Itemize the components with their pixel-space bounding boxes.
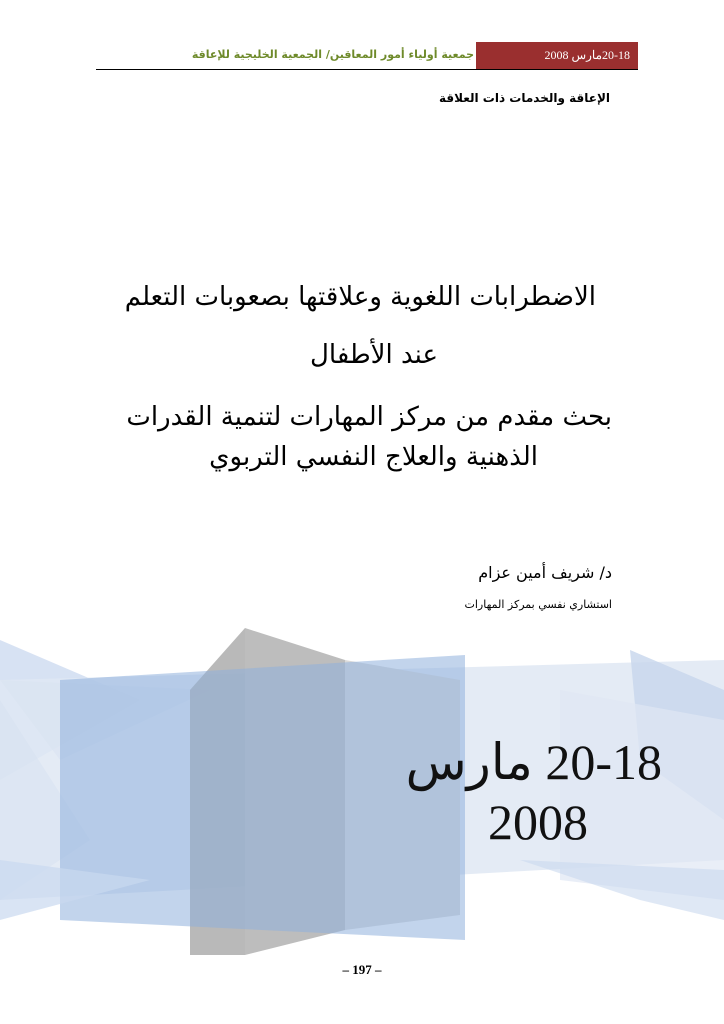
header-organization: جمعية أولياء أمور المعاقين/ الجمعية الخليجية للإعاقة bbox=[191, 48, 474, 61]
author-name: د/ شريف أمين عزام bbox=[478, 563, 612, 582]
title-line-4: الذهنية والعلاج النفسي التربوي bbox=[209, 442, 538, 472]
event-date-line-2: 2008 bbox=[488, 794, 588, 850]
author-role: استشاري نفسي بمركز المهارات bbox=[464, 598, 612, 611]
title-line-3: بحث مقدم من مركز المهارات لتنمية القدرات bbox=[126, 402, 612, 432]
title-line-1: الاضطرابات اللغوية وعلاقتها بصعوبات التعلم bbox=[124, 282, 596, 312]
page-number: – 197 – bbox=[342, 962, 382, 977]
header-event-dates: 20-18مارس 2008 bbox=[476, 42, 638, 69]
title-line-2: عند الأطفال bbox=[310, 340, 438, 370]
event-date-line-1: 20-18 مارس bbox=[405, 734, 662, 790]
section-label: الإعاقة والخدمات ذات العلاقة bbox=[438, 91, 610, 105]
